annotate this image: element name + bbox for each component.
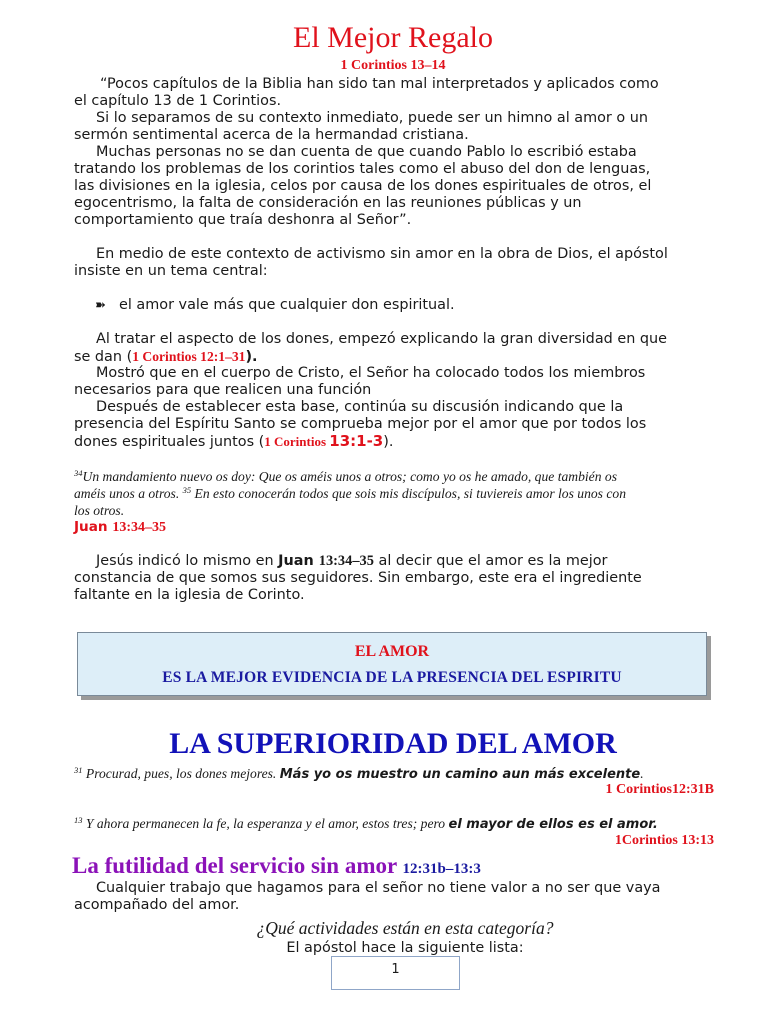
arrow-bullet-icon: ➽ xyxy=(95,298,106,313)
intro-line-9: comportamiento que traía deshonra al Señor”. xyxy=(74,212,412,228)
page-number: 1 xyxy=(391,962,400,977)
verse-1231-end: . xyxy=(640,766,644,781)
jesus-text-post: al decir que el amor es la mejor xyxy=(373,553,608,569)
callout-subtitle: ES LA MEJOR EVIDENCIA DE LA PRESENCIA DEL ESPIRITU xyxy=(162,669,622,686)
intro-line-4: sermón sentimental acerca de la hermandad cristiana. xyxy=(74,127,469,143)
superiority-heading: LA SUPERIORIDAD DEL AMOR xyxy=(169,727,617,760)
context-line-2: insiste en un tema central: xyxy=(74,263,268,279)
gifts-line-2-end: ). xyxy=(245,349,258,365)
intro-line-8: egocentrismo, la falta de consideración en las reuniones públicas y un xyxy=(74,195,582,211)
futility-heading xyxy=(72,852,481,883)
gifts-line-4: necesarios para que realicen una función xyxy=(74,382,372,398)
verse-1313-reference[interactable]: 1Corintios 13:13 xyxy=(614,833,714,848)
verse-john-ref-book: Juan xyxy=(74,519,113,535)
verse-1231-italic: Procurad, pues, los dones mejores. xyxy=(85,766,277,781)
verse-john-reference[interactable] xyxy=(74,519,166,536)
list-intro: El apóstol hace la siguiente lista: xyxy=(286,940,524,956)
jesus-line-3: faltante en la iglesia de Corinto. xyxy=(74,587,305,603)
verse-1231-reference[interactable]: 1 Corintios12:31B xyxy=(605,782,714,797)
gifts-line-5: Después de establecer esta base, continúa su discusión indicando que la xyxy=(96,399,624,415)
gifts-line-2-text: se dan ( xyxy=(74,349,133,365)
verse-john-line-3: los otros. xyxy=(74,503,125,518)
page-number-box xyxy=(331,956,460,990)
verse-john-text-1a: Un mandamiento nuevo os doy: Que os améis unos a otros; como yo os he amado, que también os xyxy=(82,469,617,484)
verse-number-13: 13 xyxy=(74,815,83,825)
callout-title: EL AMOR xyxy=(354,643,430,660)
bullet-text: el amor vale más que cualquier don espiritual. xyxy=(119,297,455,313)
verse-john-ref-num: 13:34–35 xyxy=(112,520,166,535)
gifts-line-6: presencia del Espíritu Santo se comprueba mejor por el amor que por todos los xyxy=(74,416,647,432)
page-title: El Mejor Regalo xyxy=(293,21,493,54)
gifts-line-7-end: ). xyxy=(383,434,394,450)
verse-john-line-2 xyxy=(74,485,714,502)
verse-1313-italic: Y ahora permanecen la fe, la esperanza y el amor, estos tres; pero xyxy=(85,816,446,831)
futility-heading-text: La futilidad del servicio sin amor xyxy=(72,853,397,878)
intro-line-2: el capítulo 13 de 1 Corintios. xyxy=(74,93,282,109)
gifts-reference-12[interactable]: 1 Corintios 12:1–31 xyxy=(132,349,246,364)
gifts-reference-13-num[interactable]: 13:1-3 xyxy=(329,432,384,450)
gifts-line-1: Al tratar el aspecto de los dones, empezó explicando la gran diversidad en que xyxy=(96,331,668,347)
jesus-line-1 xyxy=(74,553,724,570)
gifts-line-2 xyxy=(74,348,724,366)
verse-1313-line xyxy=(74,815,734,833)
jesus-text-pre: Jesús indicó lo mismo en xyxy=(96,553,279,569)
gifts-line-7 xyxy=(74,433,724,451)
verse-number-31: 31 xyxy=(74,765,83,775)
verse-john-text-1b: améis unos a otros. xyxy=(74,486,180,501)
verse-1313-bold: el mayor de ellos es el amor. xyxy=(448,817,658,832)
gifts-line-3: Mostró que en el cuerpo de Cristo, el Señor ha colocado todos los miembros xyxy=(96,365,646,381)
gifts-line-7-text: dones espirituales juntos ( xyxy=(74,434,265,450)
intro-line-3: Si lo separamos de su contexto inmediato, puede ser un himno al amor o un xyxy=(96,110,649,126)
question-heading: ¿Qué actividades están en esta categoría? xyxy=(256,918,554,938)
intro-line-7: las divisiones en la iglesia, celos por causa de los dones espirituales de otros, el xyxy=(74,178,652,194)
intro-line-1: “Pocos capítulos de la Biblia han sido tan mal interpretados y aplicados como xyxy=(100,76,659,92)
verse-number-34: 34 xyxy=(74,468,83,478)
gifts-reference-13-book[interactable]: 1 Corintios xyxy=(264,434,330,449)
jesus-line-2: constancia de que somos sus seguidores. Sin embargo, este era el ingrediente xyxy=(74,570,642,586)
context-line-1: En medio de este contexto de activismo sin amor en la obra de Dios, el apóstol xyxy=(96,246,668,262)
futility-line-1: Cualquier trabajo que hagamos para el señor no tiene valor a no ser que vaya xyxy=(96,880,661,896)
verse-1231-bold: Más yo os muestro un camino aun más excelente xyxy=(279,767,641,782)
futility-line-2: acompañado del amor. xyxy=(74,897,240,913)
jesus-ref-book[interactable]: Juan xyxy=(278,553,319,569)
subtitle-reference: 1 Corintios 13–14 xyxy=(340,58,446,73)
intro-line-5: Muchas personas no se dan cuenta de que cuando Pablo lo escribió estaba xyxy=(96,144,637,160)
intro-line-6: tratando los problemas de los corintios tales como el abuso del don de lenguas, xyxy=(74,161,651,177)
callout-box xyxy=(77,632,707,696)
verse-john-line-1 xyxy=(74,468,714,485)
jesus-ref-num[interactable]: 13:34–35 xyxy=(318,553,374,569)
verse-number-35: 35 xyxy=(182,485,192,495)
futility-heading-reference[interactable]: 12:31b–13:3 xyxy=(402,861,481,877)
verse-john-text-2a: En esto conocerán todos que sois mis discípulos, si tuviereis amor los unos con xyxy=(194,486,626,501)
